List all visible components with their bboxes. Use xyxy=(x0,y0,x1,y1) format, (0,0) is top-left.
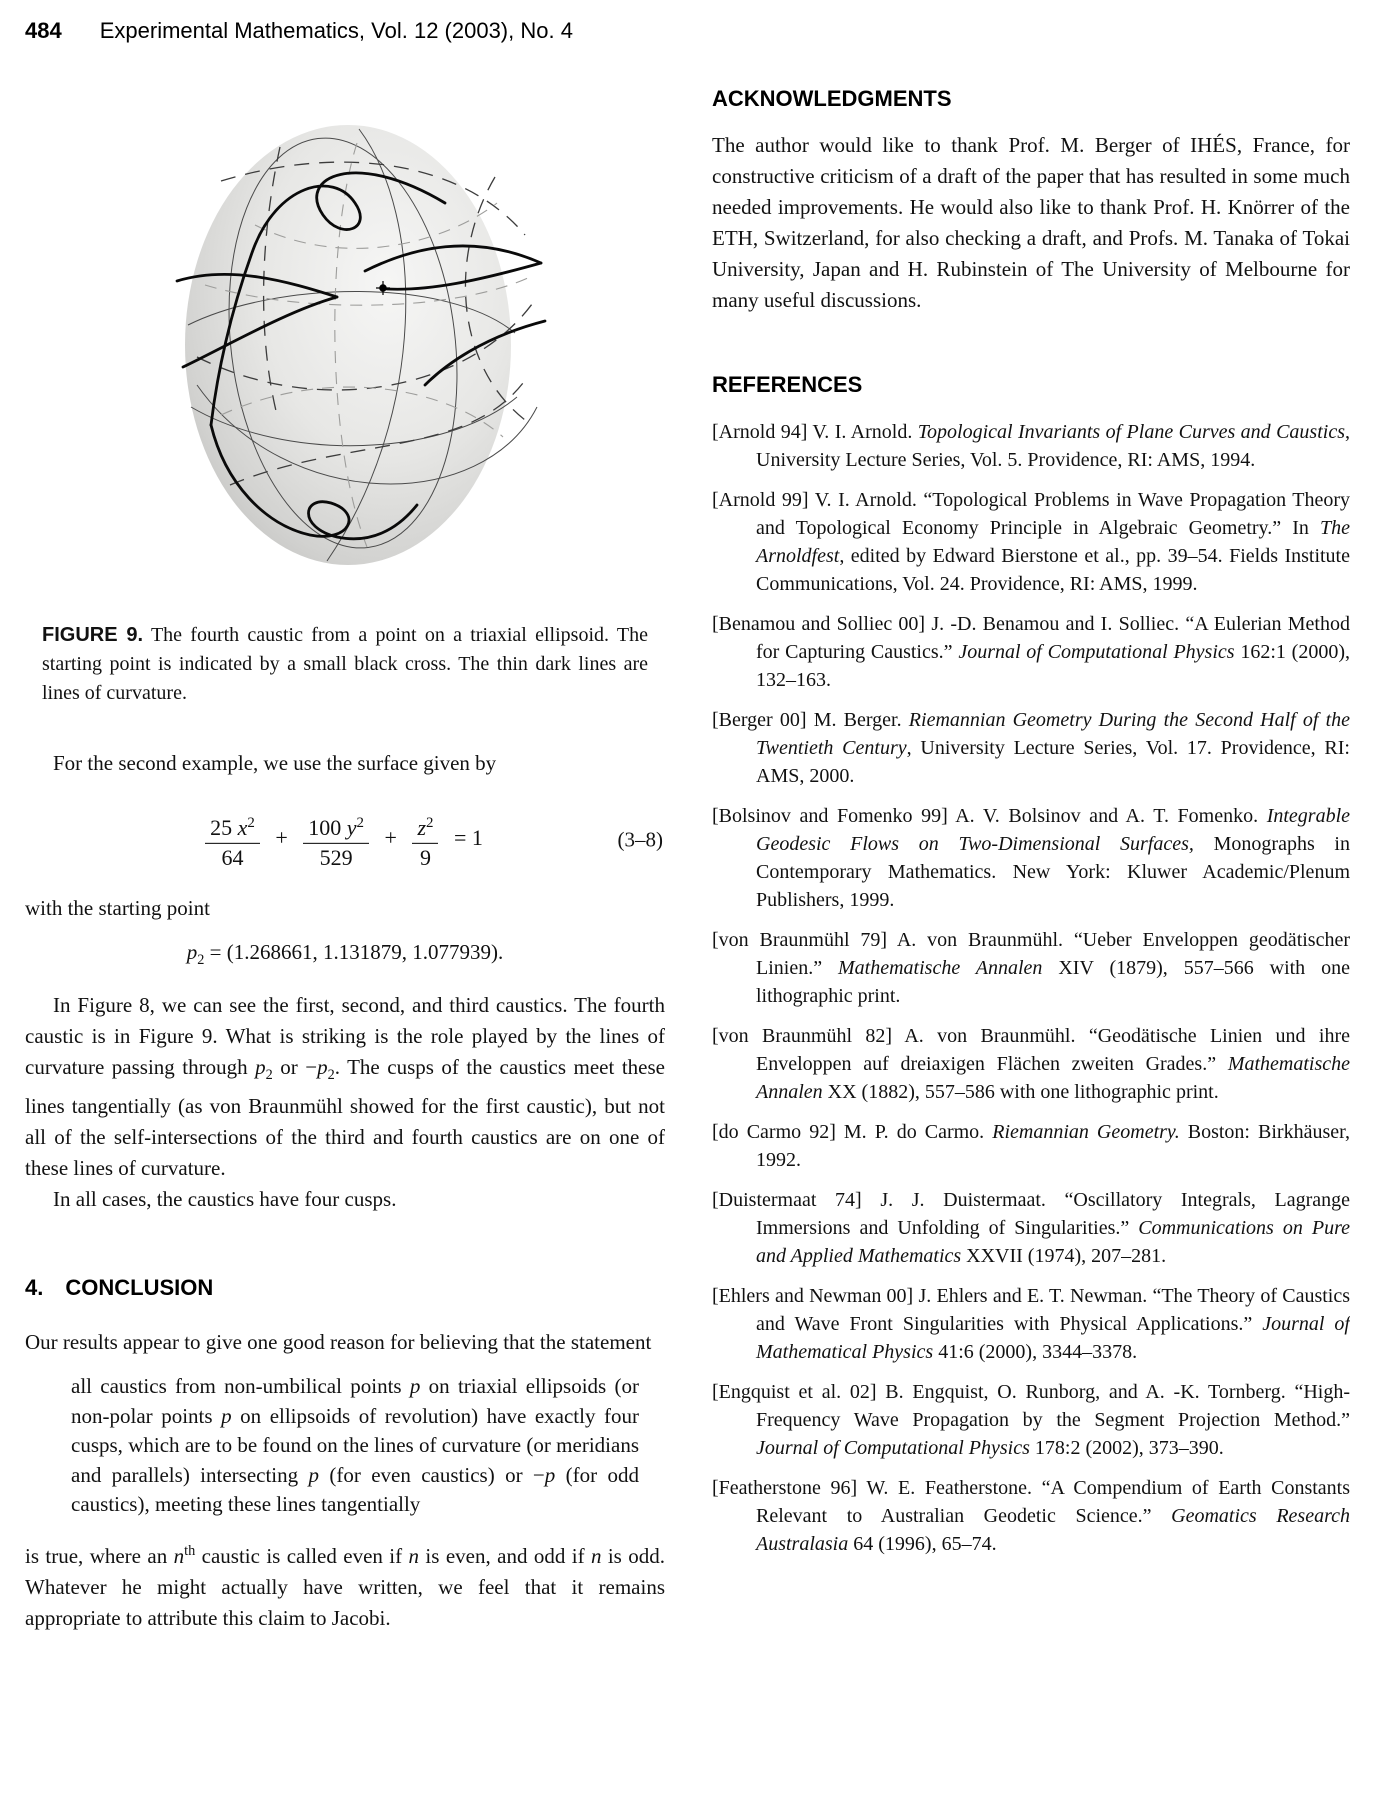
fraction-1 xyxy=(205,810,260,870)
paragraph-four-cusps: In all cases, the caustics have four cusps. xyxy=(53,1187,397,1212)
acknowledgments-heading: ACKNOWLEDGMENTS xyxy=(712,86,952,111)
ellipsoid-figure xyxy=(25,85,665,590)
page-number: 484 xyxy=(25,18,62,43)
fraction-1-denominator: 64 xyxy=(221,845,244,871)
reference-item: [Ehlers and Newman 00] J. Ehlers and E. T. Newman. “The Theory of Caustics and Wave Front Singularities with Physical Applications.” Journal of Mathematical Physics 41:6 (2000), 3344–3378. xyxy=(712,1285,1350,1363)
reference-item: [Duistermaat 74] J. J. Duistermaat. “Oscillatory Integrals, Lagrange Immersions and Unfolding of Singularities.” Communications on Pure and Applied Mathematics XXVII (1974), 207–281. xyxy=(712,1189,1350,1267)
fraction-2-numerator: 100 $y^2$ xyxy=(303,810,369,844)
equation-tag: (3–8) xyxy=(617,827,663,852)
figure-9 xyxy=(25,85,665,595)
equals-one: = 1 xyxy=(453,825,483,851)
acknowledgments-text: The author would like to thank Prof. M. Berger of IHÉS, France, for constructive criticism of a draft of the paper that has resulted in some much needed improvements. He would also like to thank Prof. H. Knörrer of the ETH, Switzerland, for also checking a draft, and Profs. M. Tanaka of Tokai University, Japan and H. Rubinstein of The University of Melbourne for many useful discussions. xyxy=(712,133,1350,312)
conclusion-heading xyxy=(25,1275,665,1301)
equation-3-8 xyxy=(25,797,665,883)
reference-item: [Berger 00] M. Berger. Riemannian Geometry During the Second Half of the Twentieth Century, University Lecture Series, Vol. 17. Providence, RI: AMS, 2000. xyxy=(712,709,1350,787)
starting-point-value: $p_2 = (1.268661$, 1.131879, 1.077939). xyxy=(186,940,504,969)
reference-item: [Bolsinov and Fomenko 99] A. V. Bolsinov and A. T. Fomenko. Integrable Geodesic Flows on Two-Dimensional Surfaces, Monographs in Contemporary Mathematics. New York: Kluwer Academic/Plenum Publishers, 1999. xyxy=(712,805,1350,911)
right-column xyxy=(712,0,1350,1794)
reference-item: [Arnold 99] V. I. Arnold. “Topological Problems in Wave Propagation Theory and Topological Economy Principle in Algebraic Geometry.” In The Arnoldfest, edited by Edward Bierstone et al., pp. 39–54. Fields Institute Communications, Vol. 24. Providence, RI: AMS, 1999. xyxy=(712,489,1350,595)
figure-label: FIGURE 9. xyxy=(42,624,144,646)
references-heading: REFERENCES xyxy=(712,372,863,397)
conclusion-intro: Our results appear to give one good reason for believing that the statement xyxy=(25,1330,652,1355)
paragraph-second-example: For the second example, we use the surface given by xyxy=(53,751,497,775)
fraction-3-denominator: 9 xyxy=(419,845,431,871)
conclusion-number: 4. xyxy=(25,1275,44,1301)
reference-item: [do Carmo 92] M. P. do Carmo. Riemannian Geometry. Boston: Birkhäuser, 1992. xyxy=(712,1121,1350,1171)
figure-caption xyxy=(42,621,648,708)
plus-operator: + xyxy=(275,825,288,851)
reference-item: [Engquist et al. 02] B. Engquist, O. Runborg, and A. -K. Tornberg. “High-Frequency Wave Propagation by the Segment Projection Method.” Journal of Computational Physics 178:2 (2002), 373–390. xyxy=(712,1381,1350,1459)
reference-item: [Featherstone 96] W. E. Featherstone. “A Compendium of Earth Constants Relevant to Australian Geodetic Science.” Geomatics Research Australasia 64 (1996), 65–74. xyxy=(712,1477,1350,1555)
fraction-1-numerator: 25 $x^2$ xyxy=(205,810,260,844)
conclusion-quote: all caustics from non-umbilical points p on triaxial ellipsoids (or non-polar points p on ellipsoids of revolution) have exactly four cusps, which are to be found on the lines of curvature (or meridians and parallels) intersecting p (for even caustics) or −p (for odd caustics), meeting these lines tangentially xyxy=(71,1374,640,1517)
fraction-2-denominator: 529 xyxy=(319,845,353,871)
reference-item: [Benamou and Solliec 00] J. -D. Benamou and I. Solliec. “A Eulerian Method for Capturing Caustics.” Journal of Computational Physics 162:1 (2000), 132–163. xyxy=(712,613,1350,691)
conclusion-outro: is true, where an $n^{th}$ caustic is called even if n is even, and odd if n is odd. Whatever he might actually have written, we feel that it remains appropriate to attribute this claim to Jacobi. xyxy=(25,1542,665,1630)
journal-title: Experimental Mathematics, Vol. 12 (2003), No. 4 xyxy=(99,18,573,43)
reference-item: [Arnold 94] V. I. Arnold. Topological Invariants of Plane Curves and Caustics, University Lecture Series, Vol. 5. Providence, RI: AMS, 1994. xyxy=(712,421,1350,471)
equation-body xyxy=(25,810,665,870)
fraction-2 xyxy=(303,810,369,870)
fraction-3 xyxy=(412,810,438,870)
paragraph-figure-8: In Figure 8, we can see the first, second, and third caustics. The fourth caustic is in Figure 9. What is striking is the role played by the lines of curvature passing through $p_2$ or $-p_2$. The cusps of the caustics meet these lines tangentially (as von Braunmühl showed for the first caustic), but not all of the self-intersections of the third and fourth caustics are on one of these lines of curvature. xyxy=(25,993,665,1181)
reference-item: [von Braunmühl 82] A. von Braunmühl. “Geodätische Linien und ihre Enveloppen auf dreiaxigen Flächen zweiten Grades.” Mathematische Annalen XX (1882), 557–586 with one lithographic print. xyxy=(712,1025,1350,1103)
plus-operator-2: + xyxy=(384,825,397,851)
left-column xyxy=(25,0,665,1794)
ellipsoid-surface xyxy=(185,125,511,565)
conclusion-title: CONCLUSION xyxy=(65,1275,214,1301)
paragraph-with-starting-point: with the starting point xyxy=(25,896,210,920)
fraction-3-numerator: $z^2$ xyxy=(412,810,438,844)
reference-item: [von Braunmühl 79] A. von Braunmühl. “Ueber Enveloppen geodätischer Linien.” Mathematische Annalen XIV (1879), 557–566 with one lithographic print. xyxy=(712,929,1350,1007)
figure-caption-text: The fourth caustic from a point on a triaxial ellipsoid. The starting point is indicated by a small black cross. The thin dark lines are lines of curvature. xyxy=(42,624,648,704)
references-list xyxy=(712,418,1350,1558)
